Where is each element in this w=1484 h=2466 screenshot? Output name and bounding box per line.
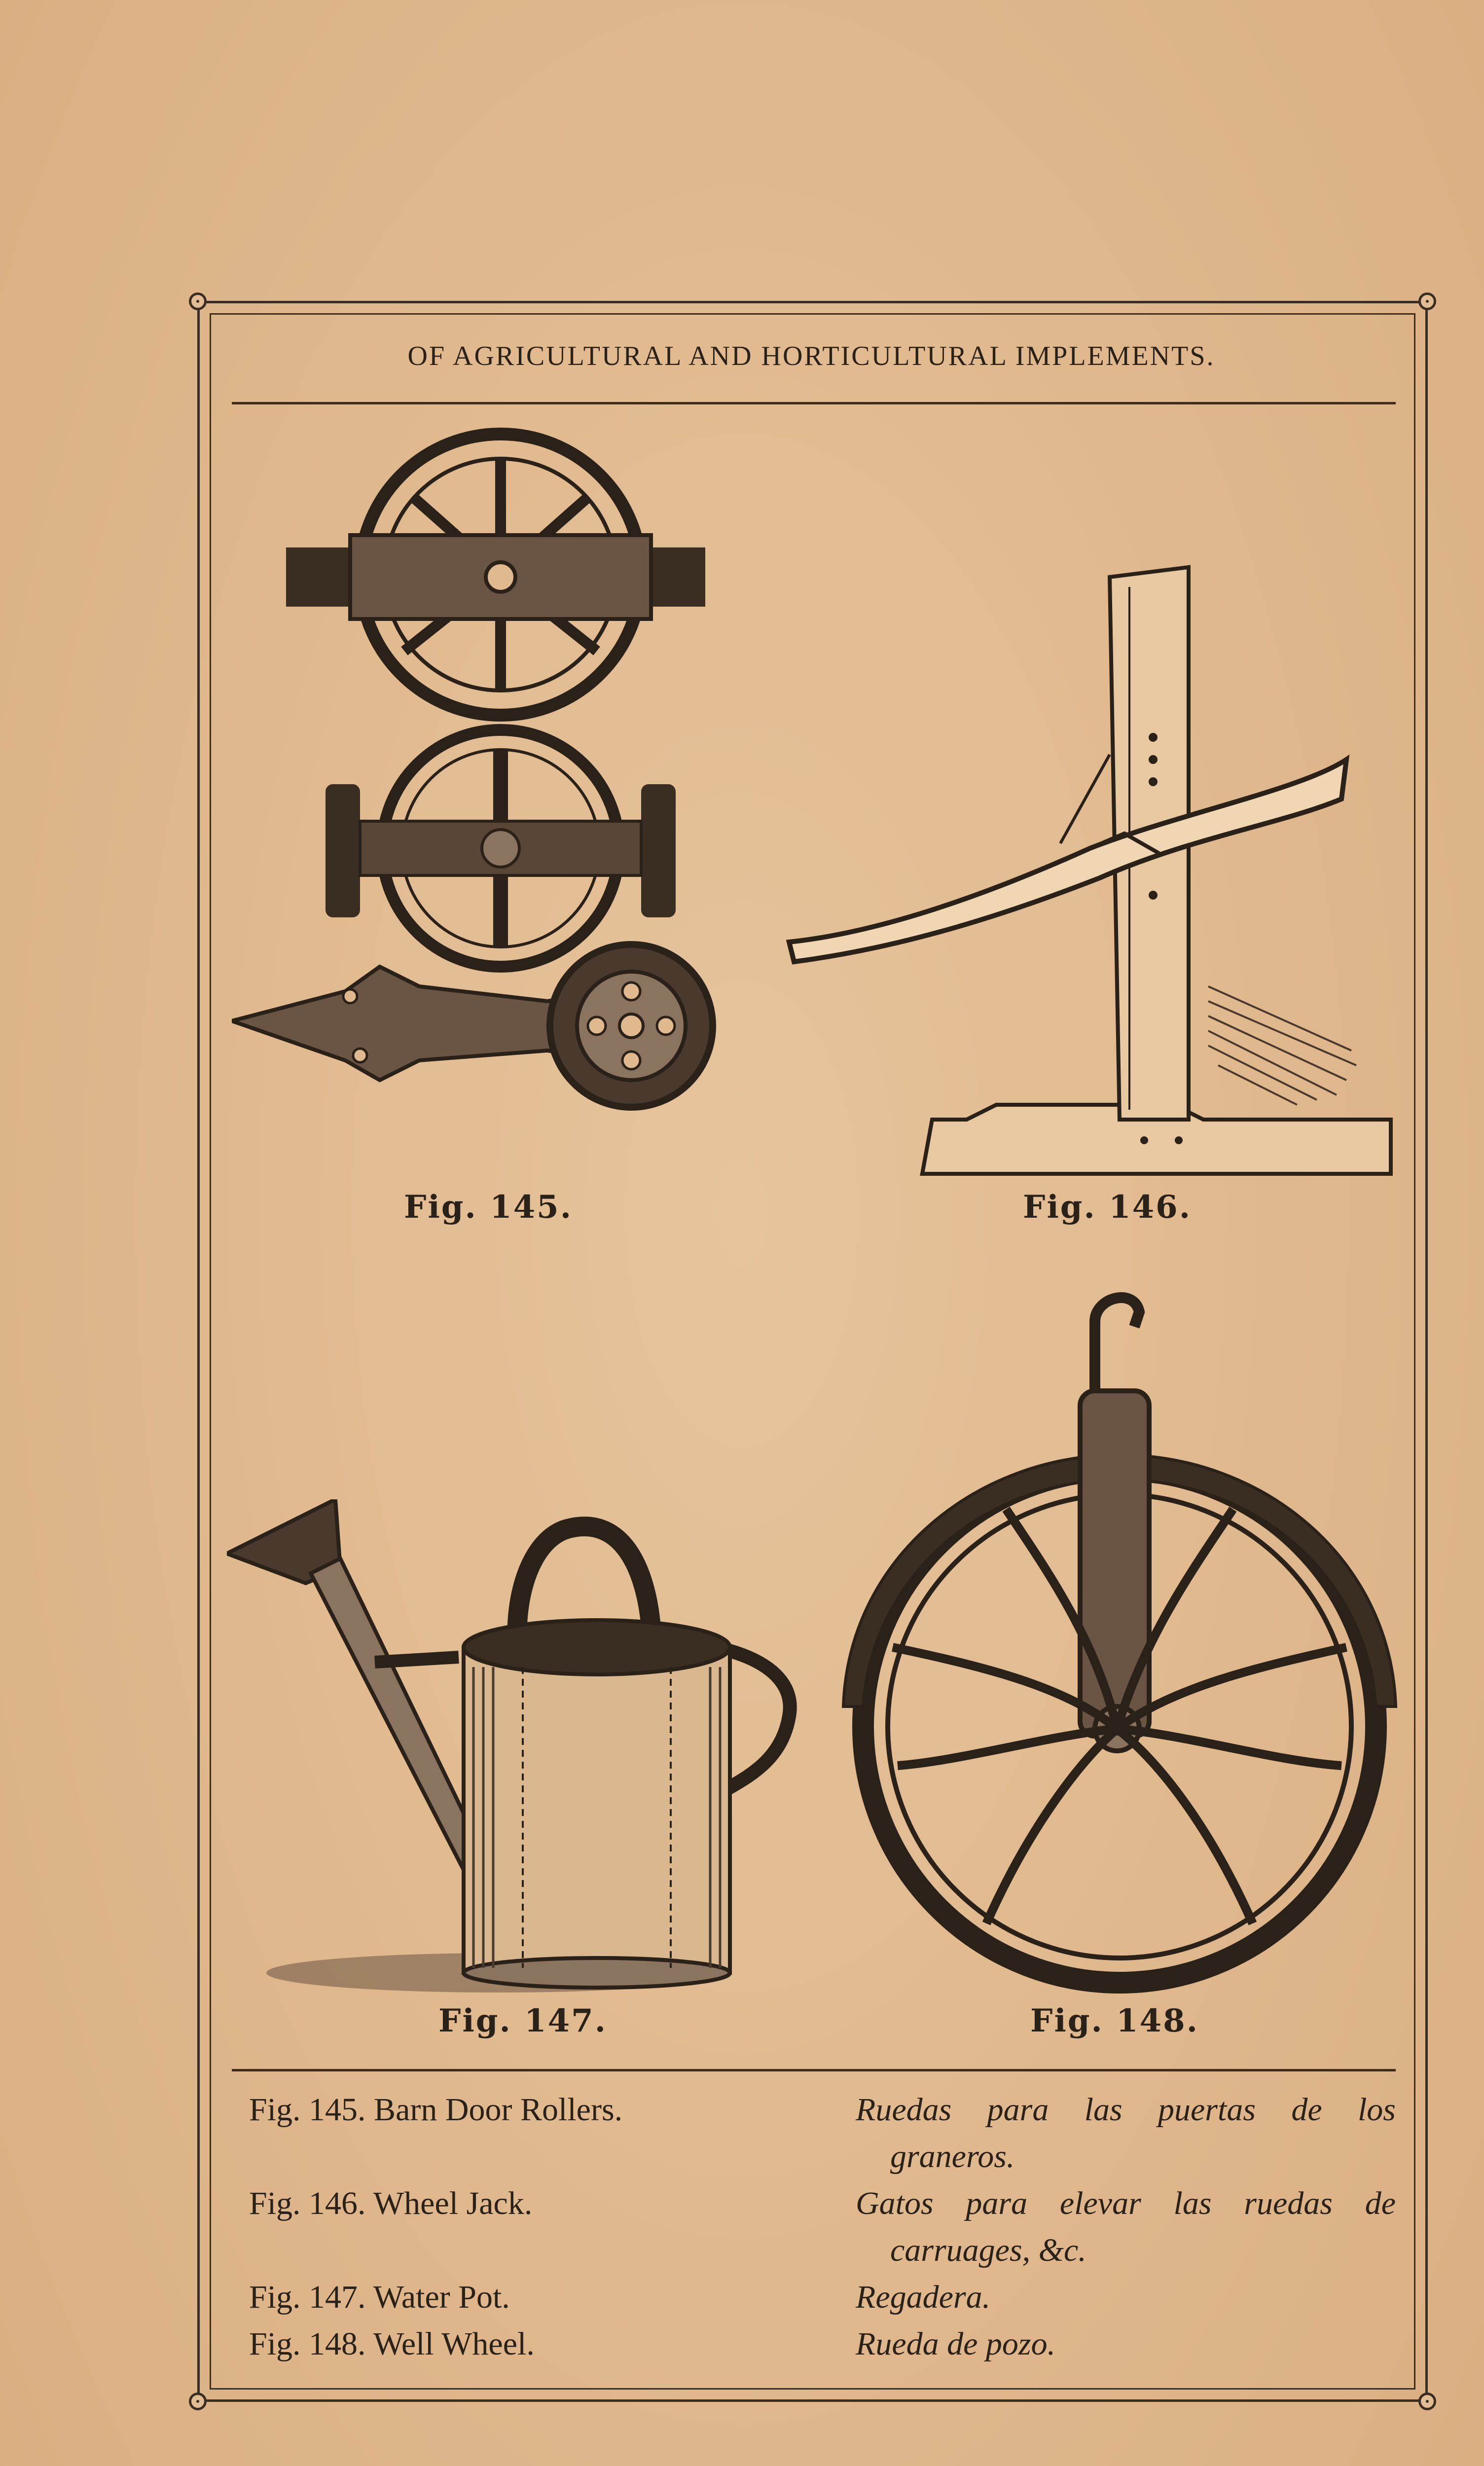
header-rule [232, 402, 1396, 404]
figure-well-wheel [838, 1292, 1406, 1997]
figure-148-label: Fig. 148. [1030, 2002, 1199, 2039]
barn-door-rollers-illustration [232, 419, 750, 1184]
corner-ornament [189, 2393, 207, 2410]
well-wheel-illustration [838, 1292, 1406, 1997]
caption-spanish-cont: graneros. [890, 2139, 1015, 2175]
caption-english: Fig. 146. Wheel Jack. [249, 2185, 533, 2221]
water-pot-illustration [227, 1499, 809, 1993]
figure-146-label: Fig. 146. [1023, 1189, 1192, 1226]
caption-spanish-cont: carruages, &c. [890, 2232, 1086, 2268]
figure-147-label: Fig. 147. [438, 2002, 607, 2039]
corner-ornament [189, 292, 207, 310]
wheel-jack-illustration [784, 557, 1401, 1184]
figure-145-label: Fig. 145. [404, 1189, 573, 1226]
figure-barn-door-rollers [232, 419, 750, 1184]
caption-spanish: Regadera. [856, 2279, 991, 2315]
caption-fig-145 [249, 2086, 1398, 2180]
caption-fig-146 [249, 2180, 1398, 2274]
corner-ornament [1418, 292, 1436, 310]
caption-spanish: Gatos para elevar las ruedas de [856, 2185, 1396, 2221]
figure-water-pot [227, 1499, 809, 1993]
caption-english: Fig. 145. Barn Door Rollers. [249, 2092, 623, 2128]
figure-wheel-jack [784, 557, 1401, 1184]
running-head: OF AGRICULTURAL AND HORTICULTURAL IMPLEMENTS. [407, 341, 1215, 371]
caption-rule [232, 2069, 1396, 2071]
caption-english: Fig. 148. Well Wheel. [249, 2326, 535, 2362]
caption-spanish: Rueda de pozo. [856, 2326, 1056, 2362]
caption-english: Fig. 147. Water Pot. [249, 2279, 510, 2315]
caption-fig-147 [249, 2274, 1398, 2321]
caption-spanish: Ruedas para las puertas de los [856, 2092, 1396, 2128]
caption-fig-148 [249, 2321, 1398, 2367]
corner-ornament [1418, 2393, 1436, 2410]
